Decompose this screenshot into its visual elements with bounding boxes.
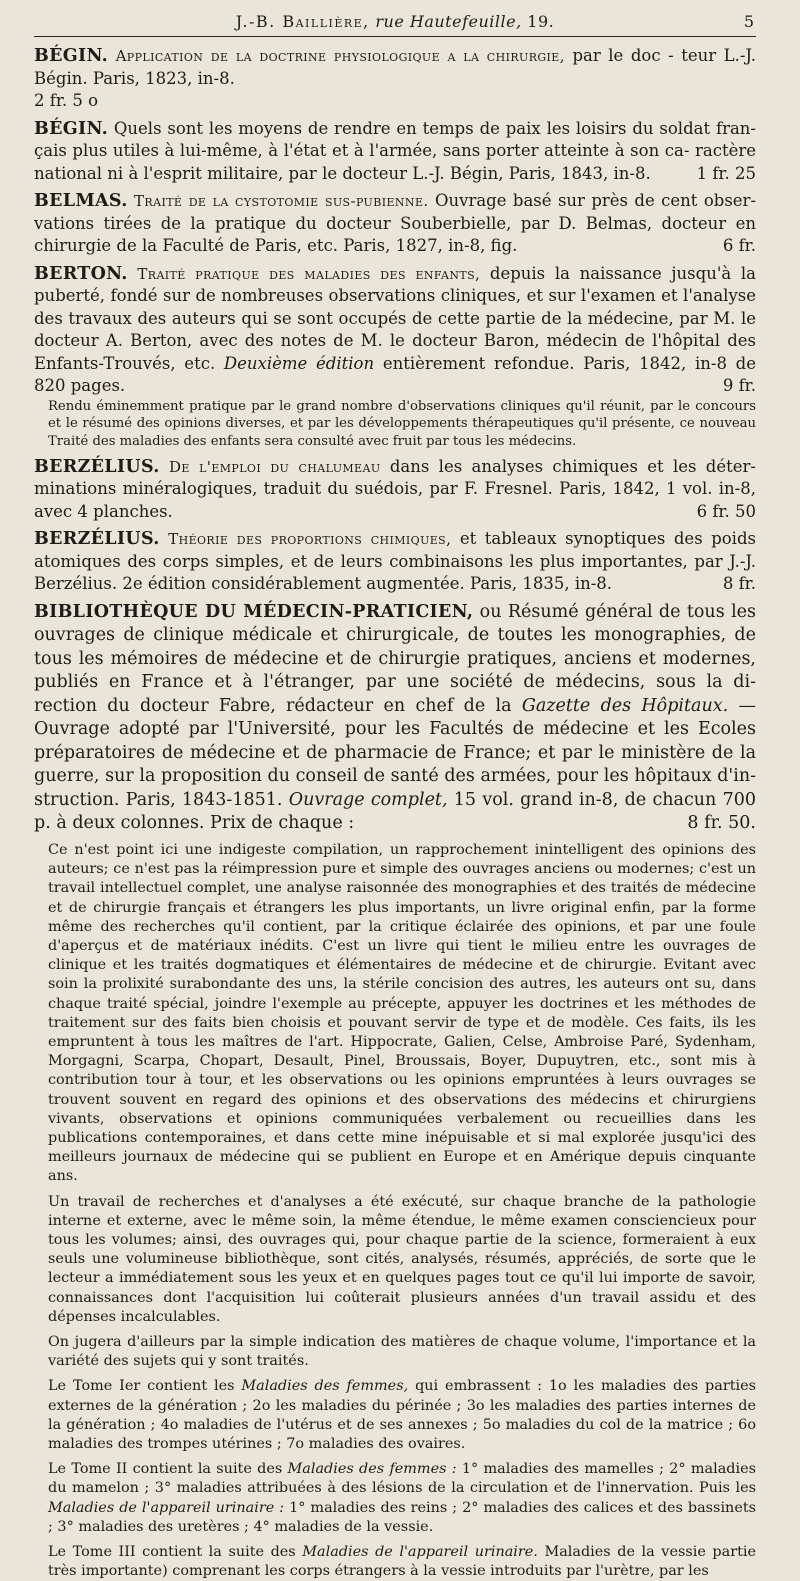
bibliotheque-note-2: Un travail de recherches et d'analyses a été exécuté, sur chaque branche de la pathologie interne et externe, avec le même soin, la même étendue, le même examen consciencieux pour tous les volumes; ainsi, des ouvrages qui, pour chaque partie de la science, formeraient à eux seuls une volumineuse bibliothèque, sont cités, analysés, résumés, appréciés, de sorte que le lecteur a immédiatement sous les yeux et en quelques pages tout ce qu'il lui importe de savoir, connaissances dont l'acquisition lui coûterait plusieurs années d'un travail assidu et des dépenses incalculables.: [48, 1193, 756, 1325]
catalogue-entry-begin-loisirs: [34, 118, 756, 186]
tome-3-contents: [34, 1543, 756, 1581]
entry-title: De l'emploi du chalumeau: [168, 457, 381, 476]
entry-author: BÉGIN.: [34, 46, 109, 66]
entry-title: Application de la doctrine physiologique a la chirurgie,: [115, 47, 565, 65]
bibliotheque-note-3: On jugera d'ailleurs par la simple indication des matières de chaque volume, l'importance et la variété des sujets qui y sont traités.: [48, 1333, 756, 1370]
tome-text-2: 1° maladies des reins ; 2° maladies des calices et des bassinets ; 3° maladies des uretères ; 4° maladies de la vessie.: [48, 1499, 756, 1535]
tome-lead: Le Tome III contient la suite des: [48, 1544, 296, 1560]
tome-title: Maladies de l'appareil urinaire.: [302, 1544, 538, 1560]
catalogue-entry-belmas: [34, 190, 756, 258]
tome-title-2: Maladies de l'appareil urinaire :: [48, 1499, 285, 1516]
page-number: 5: [743, 12, 754, 31]
entry-title: Théorie des proportions chimiques,: [168, 530, 452, 549]
entry-price: 8 fr.: [722, 574, 756, 594]
entry-text-format: 15 vol. grand in-8, de chacun 700 p. à deux colonnes. Prix de chaque :: [34, 789, 756, 834]
tome-lead: Le Tome II contient la suite des: [48, 1461, 283, 1478]
catalogue-entry-berzelius-chalumeau: [34, 456, 756, 524]
entry-text: Quels sont les moyens de rendre en temps de paix les loisirs du soldat fran- çais plus utiles à lui-même, à l'état et à l'armée, sans porter atteinte à son ca- ractère national ni à l'esprit militaire, par le docteur L.-J. Bégin, Paris, 1843, in-8.: [34, 118, 757, 183]
catalogue-entry-berzelius-theorie: [34, 528, 756, 596]
entry-price: 9 fr.: [722, 376, 756, 395]
entry-author: BERZÉLIUS.: [34, 456, 160, 477]
entry-text: et tableaux synoptiques des poids atomiques des corps simples, et de leurs combinaisons les plus importantes, par J.-J. Berzélius. 2e édition considérablement augmentée. Paris, 1835, in-8.: [34, 529, 756, 594]
entry-title: Traité de la cystotomie sus-pubienne.: [134, 192, 429, 210]
entry-text: Ouvrage basé sur près de cent obser- vations tirées de la pratique du docteur Souberbielle, par D. Belmas, docteur en chirurgie de la Faculté de Paris, etc. Paris, 1827, in-8, fig.: [34, 191, 757, 255]
entry-journal: Gazette des Hôpitaux.: [521, 695, 729, 716]
entry-text: dans les analyses chimiques et les déter- minations minéralogiques, traduit du suédois, par F. Fresnel. Paris, 1842, 1 vol. in-8, avec 4 planches.: [34, 456, 756, 521]
entry-author: BERTON.: [34, 263, 128, 284]
tome-1-contents: [34, 1377, 756, 1454]
entry-author: BÉGIN.: [34, 118, 109, 139]
running-head-publisher: [34, 12, 756, 31]
entry-price: 8 fr. 50.: [687, 813, 756, 834]
entry-text-continued: entièrement refondue. Paris, 1842, in-8 de 820 pages.: [34, 353, 756, 395]
catalogue-entry-begin-application: [34, 45, 756, 113]
running-head: [34, 10, 756, 37]
publisher-number: 19.: [527, 12, 555, 31]
entry-author: BIBLIOTHÈQUE DU MÉDECIN-PRATICIEN,: [34, 601, 474, 622]
entry-complete: Ouvrage complet,: [288, 789, 448, 810]
catalogue-entry-berton: [34, 263, 756, 451]
tome-title: Maladies des femmes :: [287, 1461, 457, 1478]
tome-lead: Le Tome Ier contient les: [48, 1378, 235, 1395]
entry-edition: Deuxième édition: [223, 353, 375, 373]
entry-review-note: Rendu éminemment pratique par le grand nombre d'observations cliniques qu'il réunit, par le concours et le résumé des opinions diverses, et par les développements thérapeutiques qu'il présente, ce nouveau Traité des maladies des enfants sera consulté avec fruit par tous les médecins.: [48, 398, 756, 450]
entry-author: BELMAS.: [34, 191, 128, 211]
tome-text: qui embrassent : 1o les maladies des parties externes de la génération ; 2o les maladies du périnée ; 3o les maladies des parties internes de la génération ; 4o maladies de l'utérus et de ses annexes ; 5o maladies du col de la matrice ; 6o maladies des trompes utérines ; 7o maladies des ovaires.: [48, 1378, 757, 1452]
entry-price: 6 fr. 50: [696, 501, 756, 521]
tome-text: 1° maladies des mamelles ; 2° maladies du mamelon ; 3° maladies attribuées à des lésions de la circulation et de l'innervation. Puis les: [48, 1461, 757, 1497]
entry-title: Traité pratique des maladies des enfants,: [137, 264, 481, 283]
entry-price: 1 fr. 25: [696, 163, 756, 183]
entry-price: 2 fr. 5 o: [34, 91, 99, 110]
entry-text: depuis la naissance jusqu'à la puberté, fondé sur de nombreuses observations cliniques, et sur l'examen et l'analyse des travaux des auteurs qui se sont occupés de cette partie de la médecine, par M. le docteur A. Berton, avec des notes de M. le docteur Baron, médecin de l'hôpital des Enfants-Trouvés, etc.: [34, 263, 756, 373]
tome-2-contents: [34, 1460, 756, 1537]
entry-price: 6 fr.: [722, 236, 756, 255]
publisher-street: rue Hautefeuille,: [375, 12, 522, 31]
bibliotheque-note-1: Ce n'est point ici une indigeste compilation, un rapprochement inintelligent des opinions des auteurs; ce n'est pas la réimpression pure et simple des ouvrages anciens ou modernes; c'est un travail intellectuel complet, une analyse raisonnée des monographies et des traités de médecine et de chirurgie français et étrangers les plus importants, un livre original enfin, par la forme même des recherches qu'il contient, par la critique éclairée des opinions, et par une foule d'aperçus et de matériaux inédits. C'est un livre qui tient le milieu entre les ouvrages de clinique et les traités dogmatiques et élémentaires de médecine et de chirurgie. Evitant avec soin la prolixité surabondante des uns, la stérile concision des autres, les auteurs ont su, dans chaque traité spécial, joindre l'exemple au précepte, appuyer les doctrines et les méthodes de traitement sur des faits bien choisis et pouvant servir de type et de modèle. Ces faits, ils les empruntent à tous les maîtres de l'art. Hippocrate, Galien, Celse, Ambroise Paré, Sydenham, Morgagni, Scarpa, Chopart, Desault, Pinel, Broussais, Boyer, Dupuytren, etc., sont mis à contribution tour à tour, et les observations ou les opinions empruntées à leurs ouvrages se trouvent souvent en regard des opinions et des observations des médecins et chirurgiens vivants, observations et opinions communiquées verbalement ou recueillies dans les publications contemporaines, et dans cette mine inépuisable et si mal explorée jusqu'ici des meilleurs journaux de médecine qui se publient en Europe et en Amérique depuis cinquante ans.: [48, 841, 756, 1185]
entry-text-continued: — Ouvrage adopté par l'Université, pour les Facultés de médecine et les Ecoles préparatoires de médecine et de pharmacie de France; et par le ministère de la guerre, sur la proposition du conseil de santé des armées, pour les hôpitaux d'in- struction. Paris, 1843-1851.: [34, 695, 756, 810]
catalogue-entry-bibliotheque: [34, 601, 756, 836]
entry-text: ou Résumé général de tous les ouvrages de clinique médicale et chirurgicale, de toutes les monographies, de tous les mémoires de médecine et de chirurgie pratiques, anciens et modernes, publiés en France et à l'étranger, par une société de médecins, sous la di- rection du docteur Fabre, rédacteur en chef de la: [34, 601, 756, 716]
entry-author: BERZÉLIUS.: [34, 529, 160, 550]
publisher-name: J.-B. Baillière,: [235, 12, 370, 31]
tome-title: Maladies des femmes,: [241, 1378, 409, 1395]
entry-text: par le doc - teur L.-J. Bégin. Paris, 1823, in-8.: [34, 46, 756, 88]
tome-text: Maladies de la vessie partie très importante) comprenant les corps étrangers à la vessie introduits par l'urètre, par les: [48, 1544, 756, 1580]
